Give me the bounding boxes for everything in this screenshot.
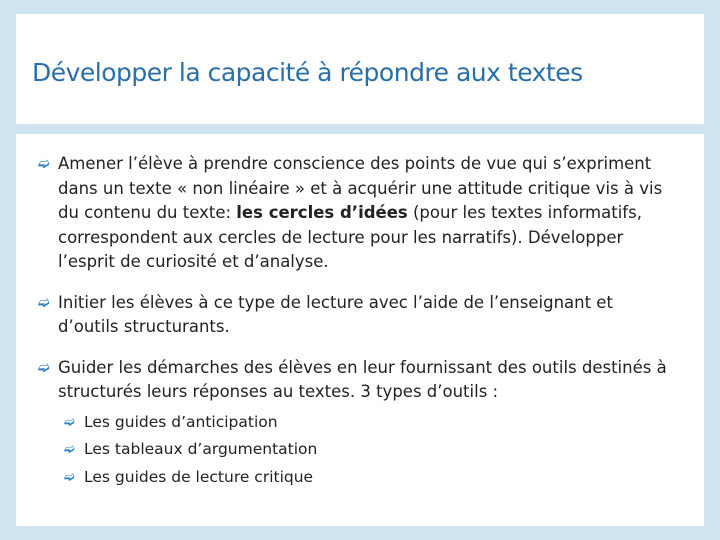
pencil-arrow-icon: ➫: [64, 414, 75, 430]
bullet-1-text-end: (pour les textes informatifs, correspondent aux cercles de lecture pour les narratifs). Développer l’esprit de curiosité et d’analyse.: [58, 203, 642, 271]
slide-title: Développer la capacité à répondre aux textes: [32, 58, 583, 87]
sub-bullet-list: [58, 409, 678, 492]
bullet-1-bold-text: les cercles d’idées: [236, 203, 408, 222]
bullet-item-2: [38, 291, 678, 340]
pencil-arrow-icon: ➫: [38, 359, 50, 376]
sub-bullet-text: Les guides de lecture critique: [84, 467, 314, 486]
pencil-arrow-icon: ➫: [38, 294, 50, 311]
pencil-arrow-icon: ➫: [38, 156, 50, 172]
bullet-list: [38, 152, 678, 507]
pencil-arrow-icon: ➫: [64, 469, 75, 485]
sub-bullet-item: [58, 409, 678, 437]
sub-bullet-text: Les guides d’anticipation: [84, 412, 278, 431]
sub-bullet-text: Les tableaux d’argumentation: [84, 440, 318, 458]
bullet-2-text: Initier les élèves à ce type de lecture avec l’aide de l’enseignant et d’outils structurants.: [58, 292, 613, 336]
title-band: [16, 14, 704, 124]
sub-bullet-item: [58, 464, 678, 492]
sub-bullet-item: [58, 436, 678, 464]
bullet-1-text-start: Amener l’élève à prendre conscience des points de vue qui s’expriment dans un texte « non linéaire » et à acquérir une attitude critique vis à vis du contenu du texte:: [58, 154, 663, 222]
bullet-item-3: [38, 356, 678, 492]
bullet-item-1: [38, 152, 678, 275]
bullet-3-text: Guider les démarches des élèves en leur fournissant des outils destinés à structurés leurs réponses au textes. 3 types d’outils :: [58, 357, 667, 401]
pencil-arrow-icon: ➫: [64, 442, 75, 457]
content-box: [16, 134, 704, 526]
